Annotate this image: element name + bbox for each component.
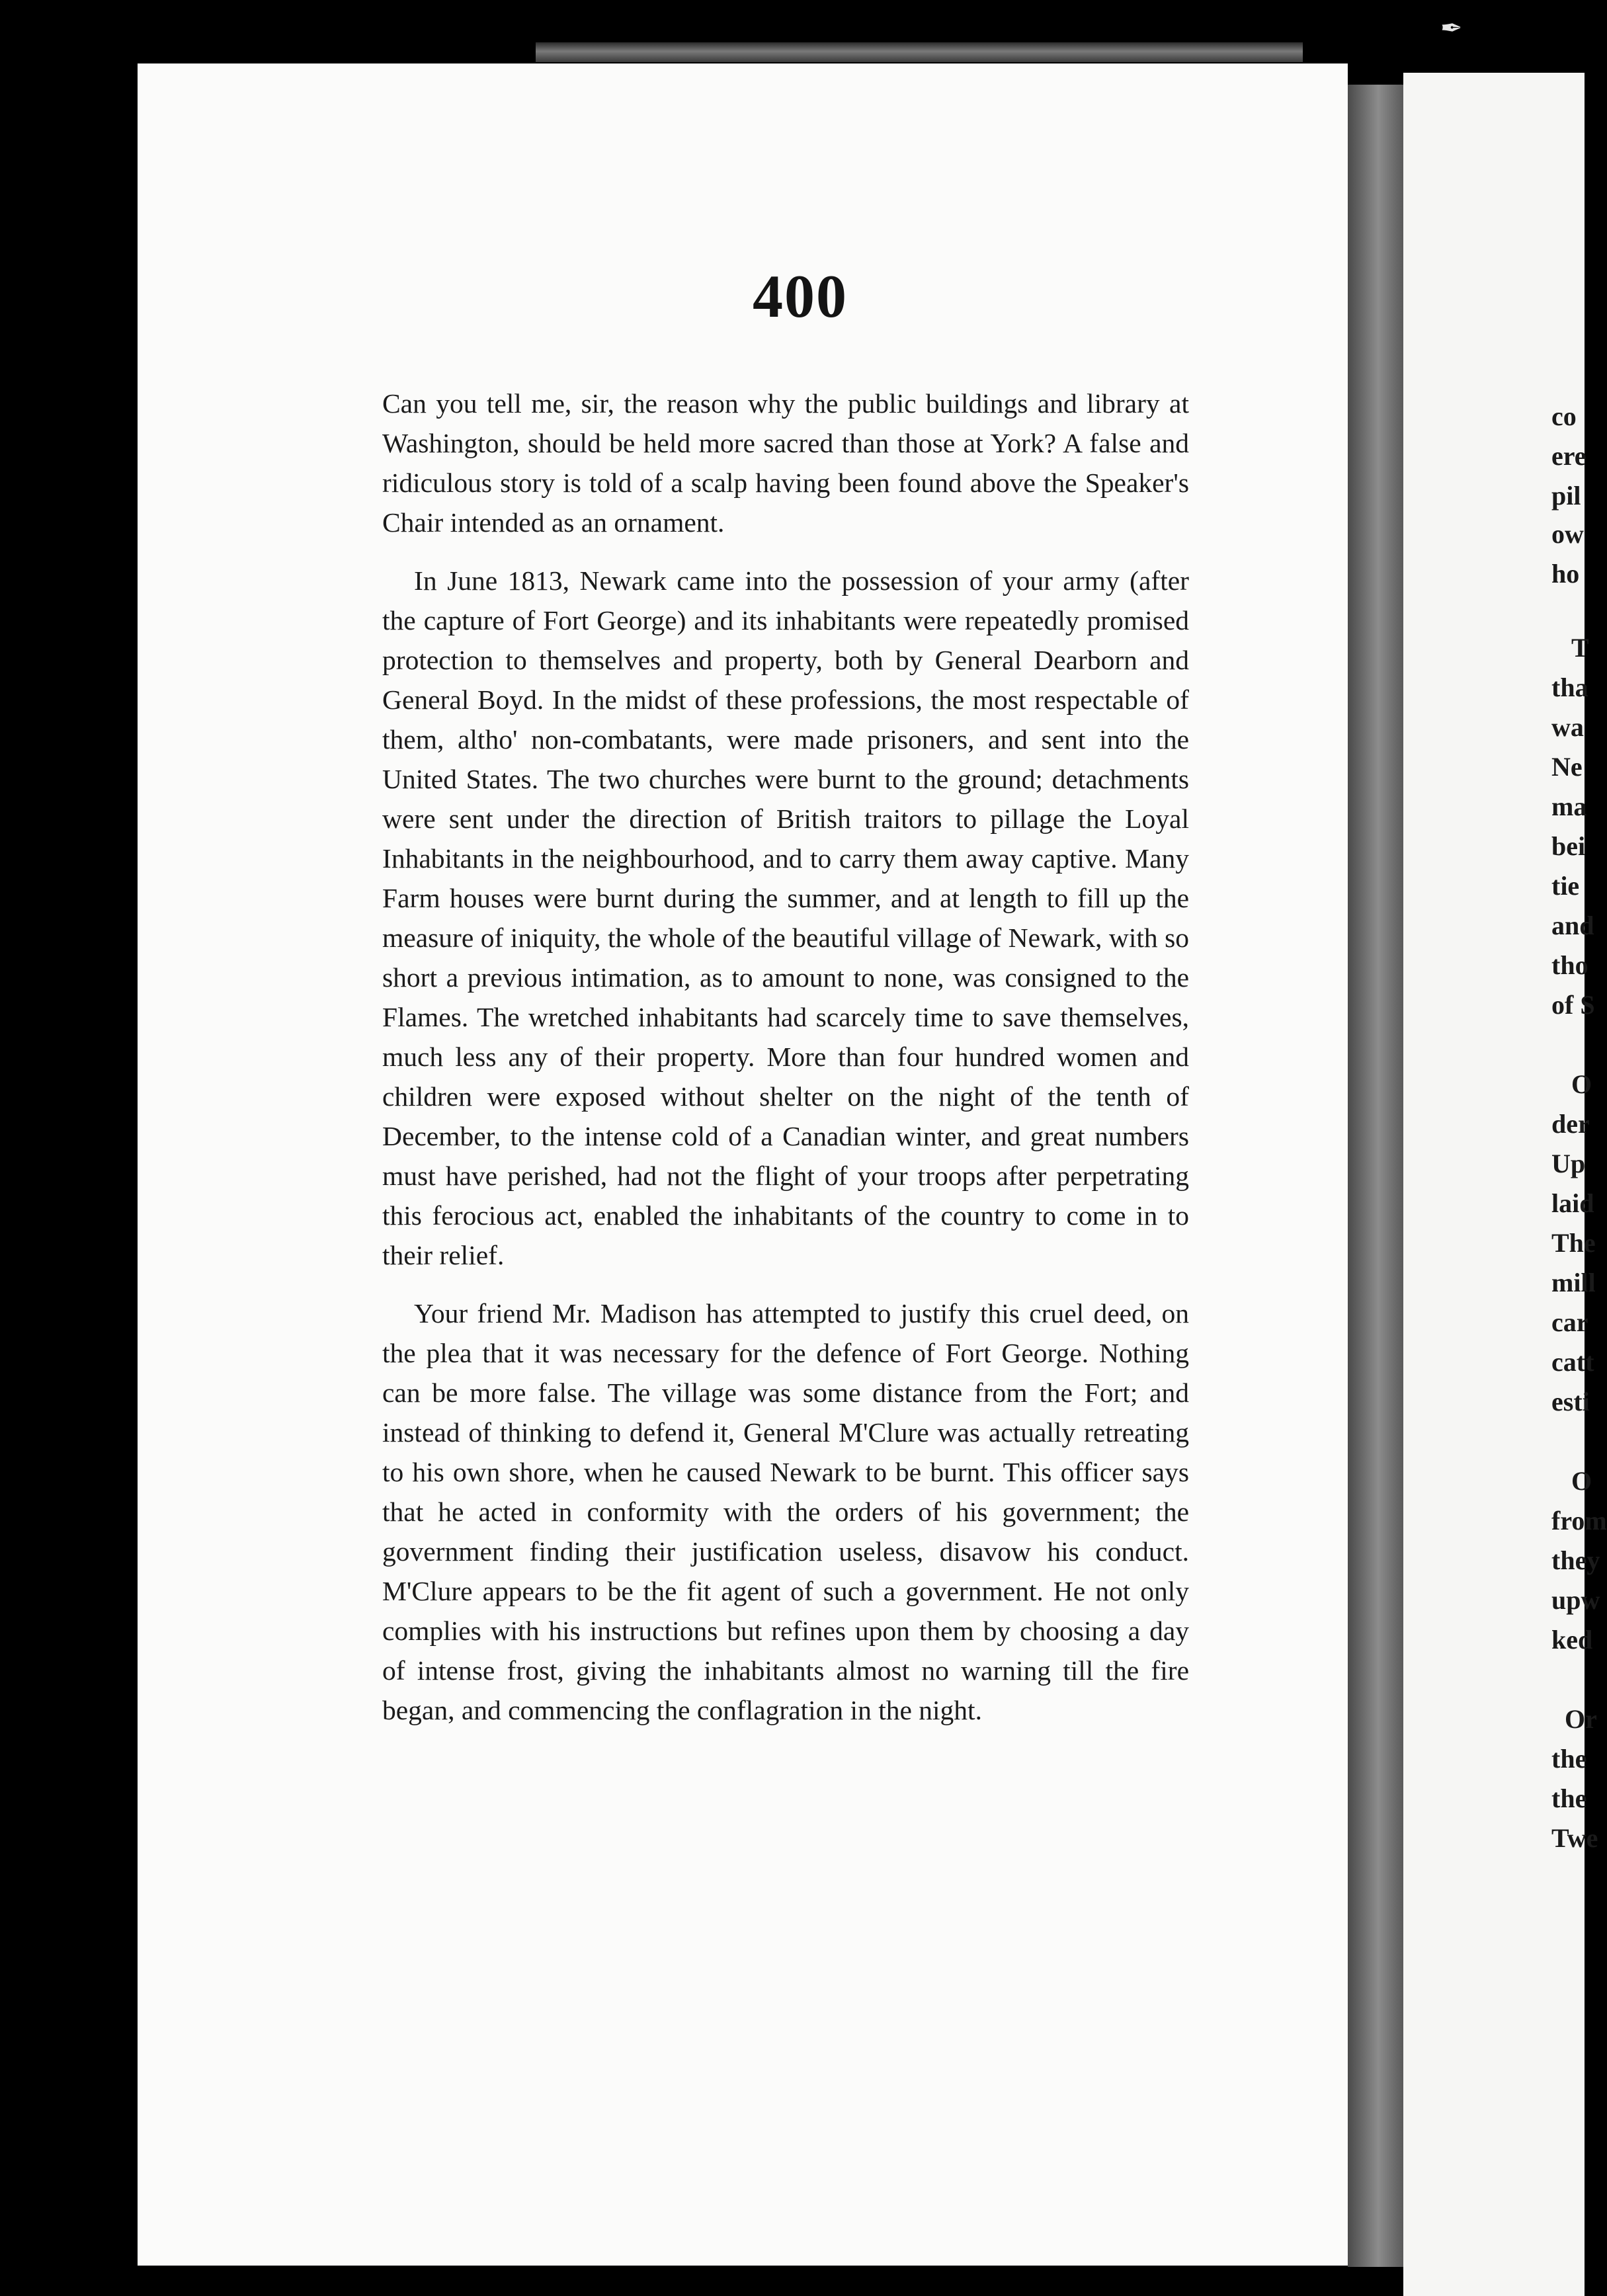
facing-fragment: Ne [1551,752,1583,782]
facing-fragment: tha [1551,673,1588,702]
facing-fragment: the [1551,1744,1587,1774]
facing-fragment: upw [1551,1585,1600,1615]
facing-fragment: the [1551,1784,1587,1813]
facing-fragment: wa [1551,712,1584,742]
paragraph-1: Can you tell me, sir, the reason why the public buildings and library at Washington, should be held more sacred than those at York? A false and ridiculous story is told of a scalp having been found above the Speaker's Chair intended as an ornament. [382,388,1189,538]
corner-mark-icon: ✒ [1440,13,1463,44]
facing-fragment: ow [1551,519,1584,549]
facing-fragment: The [1551,1228,1596,1258]
paragraph-2: In June 1813, Newark came into the possession of your army (after the capture of Fort George) and its inhabitants were repeatedly promised protection to themselves and property, both by General Dearborn and General Boyd. In the midst of these professions, the most respectable of them, altho' non-combatants, were made prisoners, and sent into the United States. The two churches were burnt to the ground; detachments were sent under the direction of British traitors to pillage the Loyal Inhabitants in the neighbourhood, and to carry them away captive. Many Farm houses were burnt during the summer, and at length to fill up the measure of iniquity, the whole of the beautiful village of Newark, with so short a previous intimation, as to amount to none, was consigned to the Flames. The wretched inhabitants had scarcely time to save themselves, much less any of their property. More than four hundred women and children were exposed without shelter on the night of the tenth of December, to the intense cold of a Canadian winter, and great numbers must have perished, had not the flight of your troops after perpetrating this ferocious act, enabled the inhabitants of the country to come in to their relief. [382,565,1189,1270]
paragraph-3: Your friend Mr. Madison has attempted to justify this cruel deed, on the plea that it was necessary for the defence of Fort George. Nothing can be more false. The village was some distance from the Fort; and instead of thinking to defend it, General M'Clure was actually retreating to his own shore, when he caused Newark to be burnt. This officer says that he acted in conformity with the orders of his government; the government finding their justification useless, disavow his conduct. M'Clure appears to be the fit agent of such a government. He not only complies with his instructions but refines upon them by choosing a day of intense frost, giving the inhabitants almost no warning till the fire began, and commencing the conflagration in the night. [382,1298,1189,1725]
facing-fragment: ere [1551,441,1586,471]
facing-fragment: car [1551,1307,1588,1337]
facing-fragment: O [1571,1069,1592,1099]
facing-fragment: T [1571,633,1589,663]
book-gutter [1348,85,1403,2267]
facing-fragment: Up [1551,1149,1586,1178]
facing-fragment: pil [1551,481,1581,511]
page-number: 400 [753,263,848,330]
facing-fragment: tho [1551,950,1588,980]
facing-fragment: of S [1551,990,1595,1020]
facing-fragment: ma [1551,792,1587,821]
facing-fragment: they [1551,1545,1600,1575]
binding-edge [536,42,1303,62]
facing-fragment: and [1551,911,1594,940]
facing-fragment: O [1571,1466,1592,1496]
facing-fragment: esti [1551,1387,1590,1416]
facing-fragment: ho [1551,559,1580,589]
facing-fragment: ked [1551,1625,1593,1655]
facing-fragment: laid [1551,1188,1594,1218]
facing-fragment: Twe [1551,1823,1598,1853]
facing-fragment: from [1551,1506,1607,1536]
facing-fragment: Or [1565,1704,1597,1734]
facing-fragment: catt [1551,1347,1594,1377]
facing-fragment: co [1551,401,1577,431]
page-body [382,384,1189,1748]
facing-fragment: bei [1551,831,1586,861]
facing-fragment: der [1551,1109,1590,1139]
facing-fragment: tie [1551,871,1580,901]
facing-fragment: mill [1551,1268,1596,1297]
